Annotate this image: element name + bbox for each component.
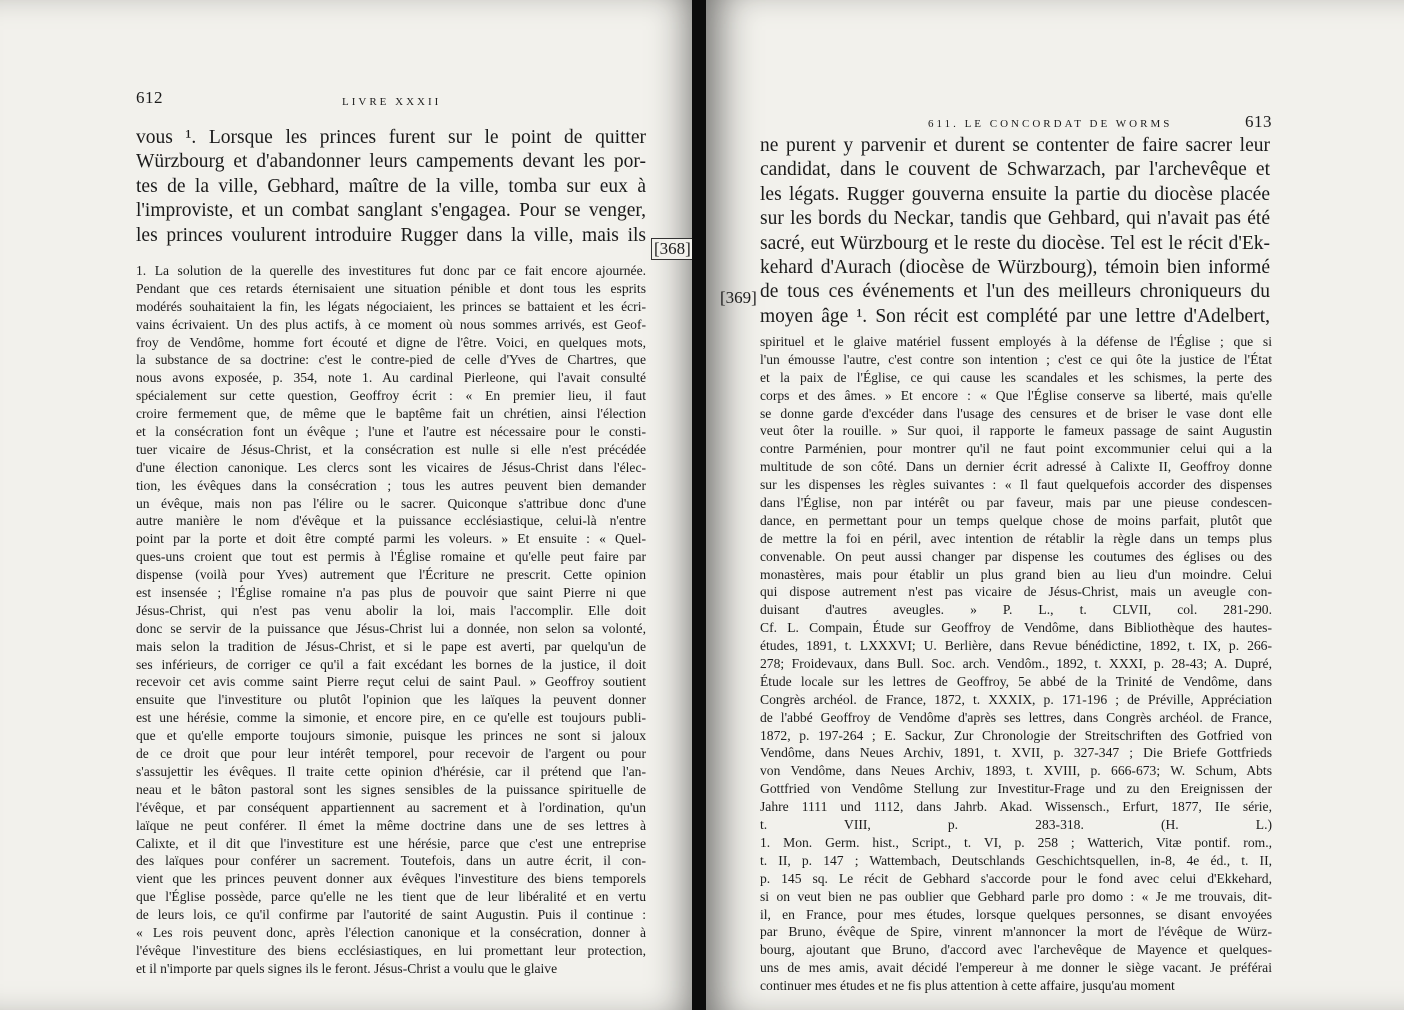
- footnote-line: laïque ne peut conférer. Il émet la même doctrine dans une de ses lettres à: [136, 817, 646, 833]
- footnote-line: convenable. On peut aussi changer par dispense les coutumes des églises ou des: [760, 548, 1272, 564]
- footnote-line: l'un émousse l'autre, c'est contre son intention ; c'est ce qui ôte la justice de l'État: [760, 351, 1272, 367]
- footnote-line: tion, les évêques dans la consécration ; tous les autres peuvent bien demander: [136, 477, 646, 493]
- footnote-line: de leurs lois, ce qu'il confirme par l'autorité de saint Augustin. Puis il continue :: [136, 907, 646, 923]
- footnote-line: duisant d'autres aveugles. » P. L., t. CLVII, col. 281-290.: [760, 602, 1272, 618]
- text-line: l'improviste, et un combat sanglant s'engagea. Pour se venger,: [136, 200, 646, 222]
- footnote-line: spécialement sur cette question, Geoffroy écrit : « En premier lieu, il faut: [136, 388, 646, 404]
- text-line: candidat, dans le couvent de Schwarzach, par l'archevêque et: [760, 159, 1270, 181]
- footnote-line: de ce droit que pour leur intérêt temporel, pour recevoir de l'argent ou pour: [136, 746, 646, 762]
- right-margin-page-ref: [369]: [720, 288, 757, 307]
- footnote-line: vains écrivaient. Un des plus actifs, à ce moment où nous sommes arrivés, est Geof-: [136, 316, 646, 332]
- footnote-line: qui dispose autrement n'est pas vicaire de Jésus-Christ, mais un aveugle con-: [760, 584, 1272, 600]
- left-main-text: [136, 126, 646, 248]
- footnote-line: mais selon la tradition de Jésus-Christ, et si le pape est averti, par quelqu'un de: [136, 638, 646, 654]
- footnote-line: que l'Église possède, parce qu'elle ne les tient que de leur libéralité et en vertu: [136, 889, 646, 905]
- footnote-line: la substance de sa doctrine: c'est le contre-pied de celle d'Yves de Chartres, que: [136, 352, 646, 368]
- text-line: vous ¹. Lorsque les princes furent sur le point de quitter: [136, 127, 646, 148]
- footnote-line: t. II, p. 147 ; Wattembach, Deutschlands Geschichtsquellen, in-8, 4e éd., t. II,: [760, 852, 1272, 868]
- text-line: de tous ces événements et l'un des meilleurs chroniqueurs du: [760, 281, 1270, 303]
- footnote-line: nous avons exposée, p. 354, note 1. Au cardinal Pierleone, qui l'avait consulté: [136, 370, 646, 386]
- footnote-line: d'une élection canonique. Les clercs sont les vicaires de Jésus-Christ dans l'élec-: [136, 459, 646, 475]
- footnote-line: l'évêque, et par conséquent appartiennent au sacrement et à l'ordination, qu'un: [136, 799, 646, 815]
- footnote-line: de mettre la foi en péril, avec intention de rétablir la règle dans un temps plus: [760, 530, 1272, 546]
- footnote-line: Jahre 1111 und 1112, dans Jahrb. Akad. Wissensch., Erfurt, 1877, IIe série,: [760, 799, 1272, 815]
- footnote-line: donc se servir de la puissance que Jésus-Christ lui a donnée, non selon sa volonté,: [136, 620, 646, 636]
- footnote-line: des laïques pour conférer un sacrement. Toutefois, dans un autre écrit, il con-: [136, 853, 646, 869]
- footnote-line: point par la porte et doit être compté parmi les voleurs. » Et ensuite : « Quel-: [136, 531, 646, 547]
- text-line: Würzbourg et d'abandonner leurs campements devant les por-: [136, 151, 646, 173]
- footnote-line: s'assujettir les évêques. Il traite cette opinion d'hérésie, car il prétend que l'an-: [136, 763, 646, 779]
- footnote-line: ensuite que l'investiture ou plutôt l'opinion que les laïques la peuvent donner: [136, 692, 646, 708]
- footnote-line: modérés souhaitaient la fin, les légats négociaient, les princes se battaient et les écri-: [136, 298, 646, 314]
- footnote-line: dans l'Église, non par intérêt ou par faveur, mais par une pieuse condescen-: [760, 495, 1272, 511]
- left-folio: 612: [136, 88, 163, 107]
- footnote-line: ses inférieurs, de corriger ce qu'il a fait excédant les bornes de la justice, il doit: [136, 656, 646, 672]
- footnote-line: et la consécration font un évêque ; l'une et l'autre est nécessaire pour le consti-: [136, 424, 646, 440]
- footnote-line: que et qu'elle emporte toujours simonie, puisque les princes ne sont si jaloux: [136, 728, 646, 744]
- right-running-head: 611. LE CONCORDAT DE WORMS: [928, 118, 1173, 130]
- footnote-line: Jésus-Christ, qui n'est pas venu abolir la loi, mais l'accomplir. Elle doit: [136, 602, 646, 618]
- footnote-line: études, 1891, t. LXXXVI; U. Berlière, dans Revue bénédictine, 1892, t. IX, p. 266-: [760, 638, 1272, 654]
- footnote-line: uns de mes amis, avait décidé l'empereur à me donner le siège vacant. Je préférai: [760, 960, 1272, 976]
- footnote-line: Étude locale sur les lettres de Geoffroy, 5e abbé de la Trinité de Vendôme, dans: [760, 673, 1272, 689]
- left-footnotes: [136, 262, 646, 978]
- footnote-line: Calixte, et il dit que l'investiture est une hérésie, parce que c'est une entreprise: [136, 835, 646, 851]
- footnote-line: 1. La solution de la querelle des investitures fut donc par ce fait encore ajournée.: [136, 263, 646, 278]
- footnote-line: vient que les princes peuvent donner aux évêques l'investiture des biens temporels: [136, 871, 646, 887]
- footnote-line: par Bruno, évêque de Spire, vinrent m'annoncer la mort de l'évêque de Würz-: [760, 924, 1272, 940]
- footnote-line: recevoir cet avis comme saint Pierre reçut celui de saint Paul. » Geoffroy soutient: [136, 674, 646, 690]
- text-line: les légats. Rugger gouverna ensuite la partie du diocèse placée: [760, 183, 1270, 205]
- footnote-line: tuer vicaire de Jésus-Christ, et la consécration est nulle si elle n'est précédée: [136, 441, 646, 457]
- footnote-line: « Les rois peuvent donc, après l'élection canonique et la consécration, donner à: [136, 924, 646, 940]
- footnote-line: spirituel et le glaive matériel fussent employés à la défense de l'Église ; que si: [760, 334, 1272, 349]
- footnote-line: est insensée ; l'Église romaine n'a pas plus de pouvoir que saint Pierre ni que: [136, 585, 646, 601]
- text-line: tes de la ville, Gebhard, maître de la ville, tomba sur eux à: [136, 175, 646, 197]
- left-page: [0, 0, 698, 1010]
- footnote-line: 1872, p. 197-264 ; E. Sackur, Zur Chronologie der Streitschriften des Gotfried von: [760, 727, 1272, 743]
- footnote-line: continuer mes études et ne fis plus attention à cette affaire, jusqu'au moment: [760, 978, 1175, 994]
- footnote-line: corps et des âmes. » Et encore : « Que l'Église conserve sa liberté, mais qu'elle: [760, 387, 1272, 403]
- footnote-line: il, en France, pour mes études, lorsque quelques personnes, se disant envoyées: [760, 906, 1272, 922]
- right-page: [706, 0, 1404, 1010]
- left-running-head: LIVRE XXXII: [342, 96, 442, 108]
- footnote-line: von Vendôme, dans Neues Archiv, 1893, t. XVIII, p. 666-673; W. Schum, Abts: [760, 763, 1272, 779]
- footnote-line: autre manière le nom d'évêque et la puissance ecclésiastique, celui-là n'entre: [136, 513, 646, 529]
- text-line: kehard d'Aurach (diocèse de Würzbourg), témoin bien informé: [760, 257, 1270, 279]
- footnote-line: neau et le bâton pastoral sont les signes sensibles de la puissance spirituelle de: [136, 781, 646, 797]
- right-folio: 613: [1245, 112, 1272, 131]
- footnote-line: sur les dispenses les règles suivantes : « Il faut quelquefois accorder des dispenses: [760, 477, 1272, 493]
- footnote-line: croire fermement que, de même que le baptême fait un chrétien, ainsi l'élection: [136, 406, 646, 422]
- footnote-line: de l'abbé Geoffroy de Vendôme d'après ses lettres, dans Congrès archéol. de France,: [760, 709, 1272, 725]
- footnote-line: contre Parménien, pour montrer qu'il ne faut point excommunier celui qui a la: [760, 441, 1272, 457]
- footnote-line: 278; Froidevaux, dans Bull. Soc. arch. Vendôm., 1892, t. XXXI, p. 28-43; A. Dupré,: [760, 656, 1272, 672]
- footnote-line: un évêque, mais non pas l'élire ou le sacrer. Quiconque s'attribue donc d'une: [136, 495, 646, 511]
- footnote-line: t. VIII, p. 283-318. (H. L.): [760, 817, 1272, 833]
- right-footnotes: [760, 333, 1272, 995]
- footnote-line: bourg, ajoutant que Bruno, d'accord avec l'archevêque de Mayence et quelques-: [760, 942, 1272, 958]
- footnote-line: est une hérésie, comme la simonie, et encore pire, en ce qu'elle est toujours publi-: [136, 710, 646, 726]
- text-line: ne purent y parvenir et durent se contenter de faire sacrer leur: [760, 135, 1270, 156]
- footnote-line: 1. Mon. Germ. hist., Script., t. VI, p. 258 ; Watterich, Vitæ pontif. rom.,: [760, 834, 1272, 850]
- footnote-line: dance, en permettant pour un temps quelque chose de moins parfait, plutôt que: [760, 512, 1272, 528]
- footnote-line: se donne garde d'excéder dans l'usage des censures et de briser le vase dont elle: [760, 405, 1272, 421]
- footnote-line: dispense (voilà pour Yves) autrement que l'Écriture ne prescrit. Cette opinion: [136, 567, 646, 583]
- footnote-line: Congrès archéol. de France, 1872, t. XXXIX, p. 171-196 ; de Préville, Appréciation: [760, 691, 1272, 707]
- footnote-line: p. 145 sq. Le récit de Gebhard s'accorde pour le fond avec celui d'Ekkehard,: [760, 870, 1272, 886]
- footnote-line: monastères, mais pour établir un plus grand bien au lieu d'un moindre. Celui: [760, 566, 1272, 582]
- footnote-line: multitude de son côté. Dans un dernier écrit adressé à Calixte II, Geoffroy donne: [760, 459, 1272, 475]
- footnote-line: et il n'importe par quels signes ils le feront. Jésus-Christ a voulu que le glaive: [136, 960, 558, 976]
- footnote-line: veut ôter la rouille. » Sur quoi, il rapporte le fameux passage de saint Augustin: [760, 423, 1272, 439]
- footnote-line: Vendôme, dans Neues Archiv, 1891, t. XVII, p. 327-347 ; Die Briefe Gottfrieds: [760, 745, 1272, 761]
- text-line: moyen âge ¹. Son récit est complété par une lettre d'Adelbert,: [760, 305, 1270, 327]
- text-line: les princes voulurent introduire Rugger dans la ville, mais ils: [136, 224, 646, 246]
- right-main-text: [760, 134, 1270, 329]
- footnote-line: si on veut bien ne pas oublier que Gebhard parle pro domo : « Je me trouvais, dit-: [760, 888, 1272, 904]
- footnote-line: Gottfried von Vendôme Stellung zur Investitur-Frage und zu den Ereignissen der: [760, 781, 1272, 797]
- text-line: sacré, eut Würzbourg et le reste du diocèse. Tel est le récit d'Ek-: [760, 232, 1270, 254]
- footnote-line: et la paix de l'Église, ce qui cause les scandales et les schismes, la perte des: [760, 369, 1272, 385]
- footnote-line: Pendant que ces retards éternisaient une situation pénible et dont tous les esprits: [136, 280, 646, 296]
- text-line: sur les bords du Neckar, tandis que Gehbard, qui n'avait pas été: [760, 208, 1270, 230]
- footnote-line: ques-uns croient que tout est permis à l'Église romaine et qu'elle peut faire par: [136, 549, 646, 565]
- footnote-line: Cf. L. Compain, Étude sur Geoffroy de Vendôme, dans Bibliothèque des hautes-: [760, 620, 1272, 636]
- left-margin-page-ref: [368]: [651, 238, 694, 260]
- footnote-line: l'évêque l'investiture des biens ecclésiastiques, en lui promettant leur protection,: [136, 942, 646, 958]
- footnote-line: froy de Vendôme, homme fort écouté et digne de l'être. Voici, en quelques mots,: [136, 334, 646, 350]
